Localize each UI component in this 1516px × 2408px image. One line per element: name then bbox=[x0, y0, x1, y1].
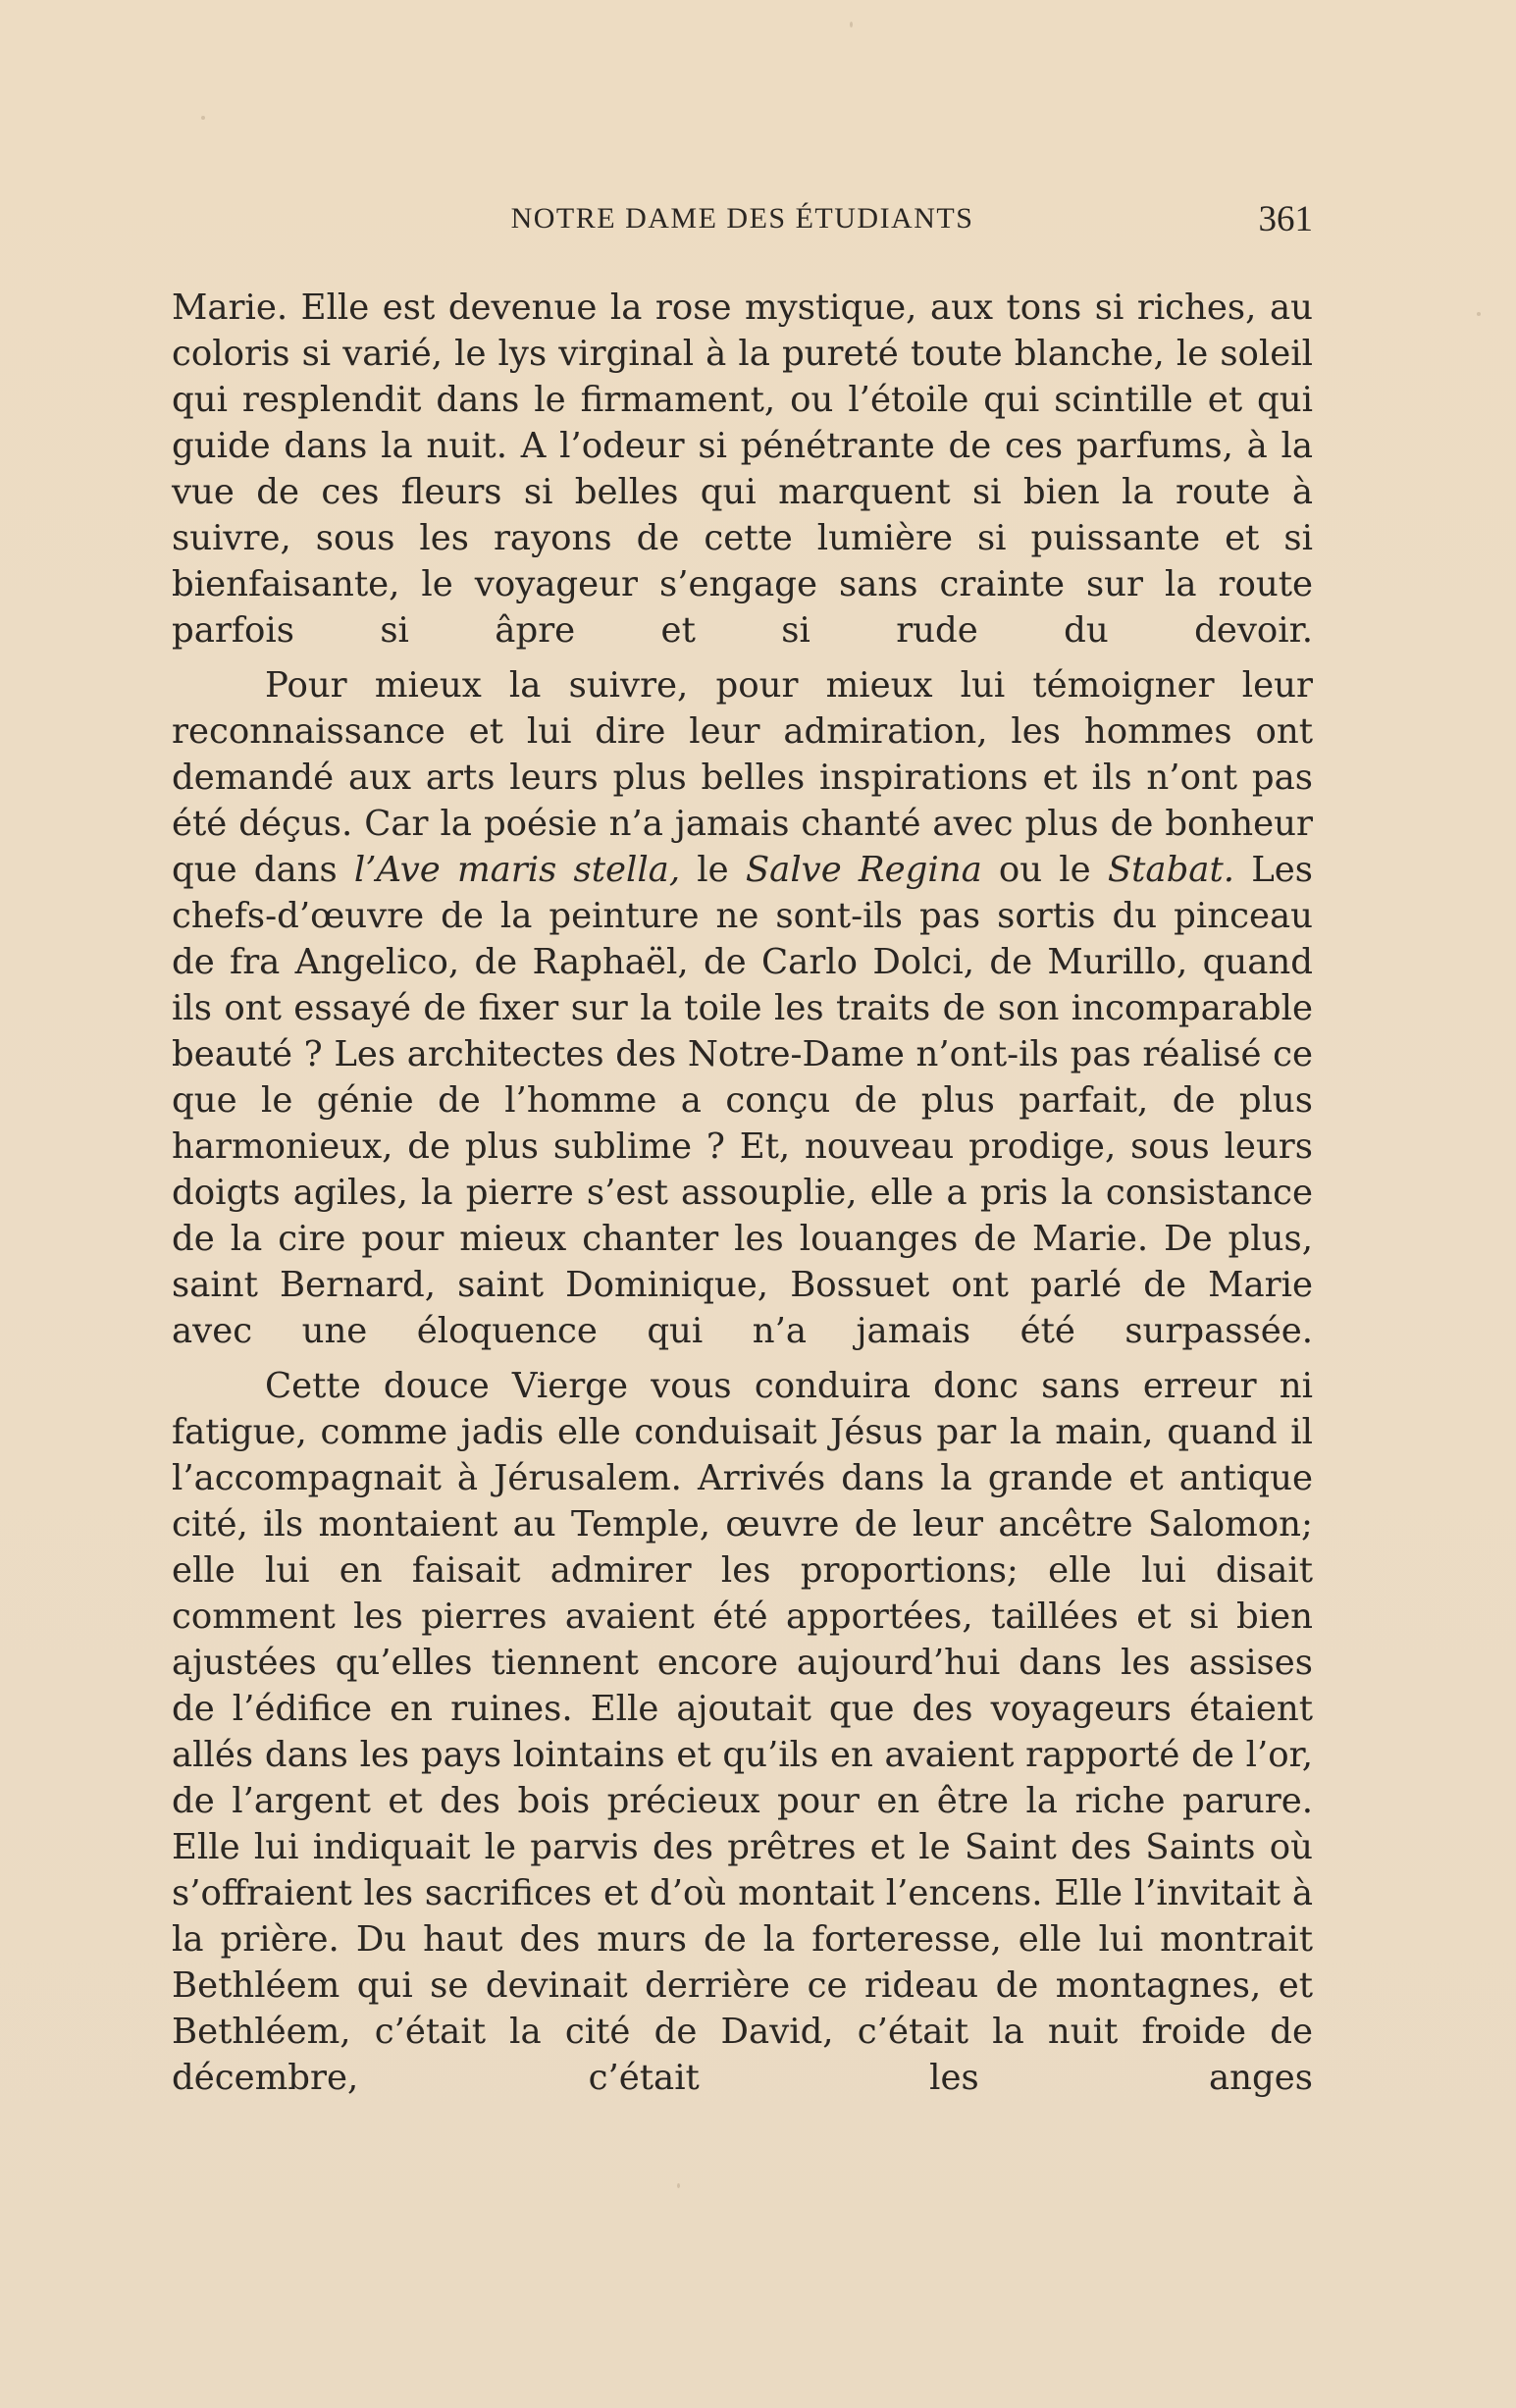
running-head bbox=[172, 199, 1313, 241]
text-run: Les chefs-d’œuvre de la peinture ne sont-ils pas sortis du pinceau de fra Angelico, de Raphaël, de Carlo Dolci, de Murillo, quand ils ont essayé de fixer sur la toile les traits de son incomparable beauté ? Les architectes des Notre-Dame n’ont-ils pas réalisé ce que le génie de l’homme a conçu de plus parfait, de plus harmonieux, de plus sublime ? Et, nouveau prodige, sous leurs doigts agiles, la pierre s’est assouplie, elle a pris la consistance de la cire pour mieux chanter les louanges de Marie. De plus, saint Bernard, saint Dominique, Bossuet ont parlé de Marie avec une éloquence qui n’a jamais été surpassée. bbox=[172, 850, 1313, 1351]
italic-text-run: Stabat. bbox=[1107, 850, 1235, 890]
paragraph bbox=[172, 662, 1313, 1354]
paper-speck bbox=[201, 116, 205, 120]
italic-text-run: Salve Regina bbox=[745, 850, 982, 890]
body-text bbox=[172, 285, 1313, 2101]
italic-text-run: l’Ave maris stella, bbox=[353, 850, 681, 890]
text-run: Marie. Elle est devenue la rose mystique, aux tons si riches, au coloris si varié, le lys virginal à la pureté toute blanche, le soleil qui resplendit dans le firmament, ou l’étoile qui scintille et qui guide dans la nuit. A l’odeur si pénétrante de ces parfums, à la vue de ces fleurs si belles qui marquent si bien la route à suivre, sous les rayons de cette lumière si puissante et si bienfaisante, le voyageur s’engage sans crainte sur la route parfois si âpre et si rude du devoir. bbox=[172, 288, 1313, 651]
text-run: le bbox=[680, 850, 746, 890]
running-title: NOTRE DAME DES ÉTUDIANTS bbox=[510, 202, 974, 235]
page-number: 361 bbox=[1258, 199, 1313, 239]
paper-speck bbox=[1477, 312, 1481, 316]
paragraph bbox=[172, 285, 1313, 654]
paper-speck bbox=[850, 22, 853, 27]
paper-speck bbox=[677, 2183, 680, 2188]
paragraph bbox=[172, 1363, 1313, 2101]
text-run: ou le bbox=[981, 850, 1108, 890]
text-run: Pour mieux la suivre, pour mieux lui témoigner leur reconnaissance et lui dire leur admiration, les hommes ont demandé aux arts leurs plus belles inspirations et ils n’ont pas été déçus. Car la poésie n’a jamais chanté avec plus de bonheur que dans bbox=[172, 665, 1313, 890]
text-run: Cette douce Vierge vous conduira donc sans erreur ni fatigue, comme jadis elle conduisait Jésus par la main, quand il l’accompagnait à Jérusalem. Arrivés dans la grande et antique cité, ils montaient au Temple, œuvre de leur ancêtre Salomon; elle lui en faisait admirer les proportions; elle lui disait comment les pierres avaient été apportées, taillées et si bien ajustées qu’elles tiennent encore aujourd’hui dans les assises de l’édifice en ruines. Elle ajoutait que des voyageurs étaient allés dans les pays lointains et qu’ils en avaient rapporté de l’or, de l’argent et des bois précieux pour en être la riche parure. Elle lui indiquait le parvis des prêtres et le Saint des Saints où s’offraient les sacrifices et d’où montait l’encens. Elle l’invitait à la prière. Du haut des murs de la forteresse, elle lui montrait Bethléem qui se devinait derrière ce rideau de montagnes, et Bethléem, c’était la cité de David, c’était la nuit froide de décembre, c’était les anges bbox=[172, 1366, 1313, 2098]
